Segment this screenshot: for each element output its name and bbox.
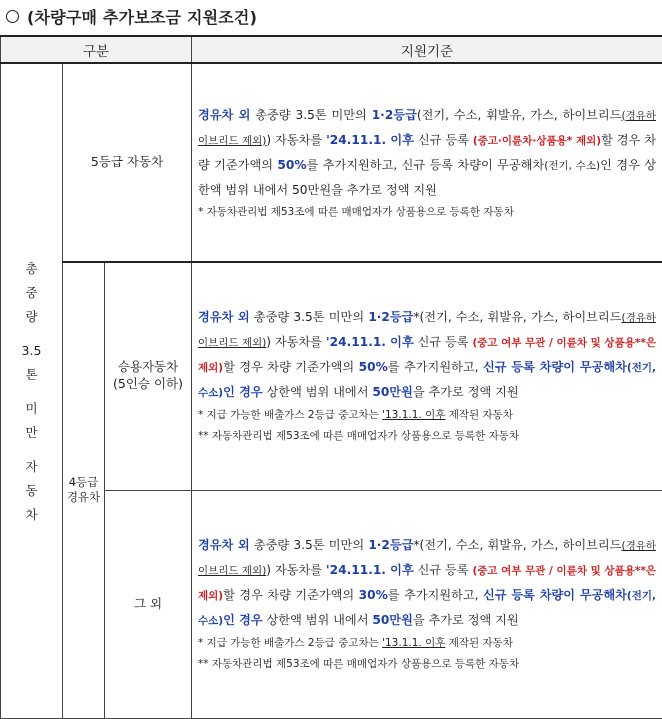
row1-note: * 자동차관리법 제53조에 따른 매매업자가 상품용으로 등록한 자동차 — [198, 202, 656, 223]
row2-content — [192, 262, 662, 490]
text-segment: 인 경우 — [223, 613, 263, 627]
text-segment: 을 추가로 정액 지원 — [413, 613, 519, 627]
row2-label-line1: 승용자동차 — [105, 359, 191, 376]
text-segment: (중고·이륜차·상품용* 제외) — [473, 135, 601, 147]
group-label-char: 만 — [25, 420, 37, 444]
group-label-char: 동 — [25, 478, 37, 502]
text-segment: 할 경우 차량 기준가액의 — [198, 133, 656, 172]
text-segment: '13.1.1. 이후 — [382, 637, 445, 649]
text-segment: *(전기, 수소, 휘발유, 가스, 하이브리드 — [413, 310, 621, 324]
text-segment: 50% — [277, 158, 306, 172]
text-segment: 할 경우 차량 기준가액의 — [223, 360, 359, 374]
text-segment: 총중량 3.5톤 미만의 — [250, 310, 369, 324]
text-segment: 신규 등록 — [414, 563, 473, 577]
row2-label — [105, 262, 192, 490]
row2-label-line2: (5인승 이하) — [105, 376, 191, 393]
text-segment: 경유차 외 — [198, 538, 250, 552]
text-segment: 50만원 — [372, 385, 413, 399]
text-segment: (전기, 수소) — [544, 160, 600, 172]
text-segment: 신규 등록 차량이 무공해차 — [483, 360, 627, 374]
row3-note1 — [198, 633, 656, 654]
text-segment: (경유하이브리드 제외) — [198, 540, 656, 577]
text-segment: 를 추가지원하고, 신규 등록 차량이 무공해차 — [307, 158, 545, 172]
group-label-cell — [1, 63, 63, 718]
text-segment: (중고 여부 무관 / 이륜차 및 상품용**은 제외) — [198, 565, 656, 602]
text-segment: 30% — [359, 588, 388, 602]
text-segment: *(전기, 수소, 휘발유, 가스, 하이브리드 — [413, 538, 621, 552]
text-segment: 신규 등록 — [414, 335, 473, 349]
text-segment: (경유하이브리드 제외) — [198, 110, 656, 147]
header-criteria: 지원기준 — [192, 36, 662, 63]
text-segment: 인 경우 — [223, 385, 263, 399]
circle-bullet-icon — [6, 10, 19, 23]
group-label-char: 톤 — [25, 362, 37, 386]
text-segment: 상한액 범위 내에서 — [263, 385, 373, 399]
table-header-row — [1, 36, 662, 63]
text-segment: ) 자동차를 — [266, 133, 326, 147]
text-segment: 경유차 외 — [198, 108, 250, 122]
text-segment: 총중량 3.5톤 미만의 — [250, 538, 369, 552]
text-segment: ) 자동차를 — [266, 563, 326, 577]
text-segment: 제작된 자동차 — [445, 409, 513, 421]
text-segment: 할 경우 차량 기준가액의 — [223, 588, 359, 602]
text-segment: 인 경우 상한액 범위 내에서 50만원을 추가로 정액 지원 — [198, 158, 656, 197]
text-segment: 경유차 외 — [198, 310, 250, 324]
text-segment: 제작된 자동차 — [445, 637, 513, 649]
text-segment: 를 추가지원하고, — [388, 588, 483, 602]
text-segment: 1·2등급 — [368, 310, 413, 324]
text-segment: 를 추가지원하고, — [388, 360, 483, 374]
text-segment: 총중량 3.5톤 미만의 — [250, 108, 371, 122]
text-segment: * 지급 가능한 배출가스 2등급 중고차는 — [198, 409, 382, 421]
row3-label: 그 외 — [105, 490, 192, 718]
text-segment: '24.11.1. 이후 — [326, 563, 414, 577]
text-segment: 50만원 — [372, 613, 413, 627]
text-segment: 50% — [359, 360, 388, 374]
table-row — [1, 63, 662, 262]
text-segment: 신규 등록 차량이 무공해차 — [483, 588, 627, 602]
group-label-char: 량 — [25, 304, 37, 328]
header-category: 구분 — [1, 36, 192, 63]
group-label-char: 자 — [25, 454, 37, 478]
group-label-char: 중 — [25, 280, 37, 304]
text-segment: * 지급 가능한 배출가스 2등급 중고차는 — [198, 637, 382, 649]
text-segment: '24.11.1. 이후 — [326, 133, 414, 147]
group-label-char: 3.5 — [22, 338, 42, 362]
text-segment: 상한액 범위 내에서 — [263, 613, 373, 627]
text-segment: 신규 등록 — [414, 133, 473, 147]
text-segment: '24.11.1. 이후 — [326, 335, 414, 349]
sub-group-label: 4등급 경유차 — [63, 262, 105, 718]
text-segment: (전기, 수소, 휘발유, 가스, 하이브리드 — [417, 108, 622, 122]
row2-note2: ** 자동차관리법 제53조에 따른 매매업자가 상품용으로 등록한 자동차 — [198, 426, 656, 447]
group-label-char: 차 — [25, 502, 37, 526]
section-title — [6, 2, 257, 30]
text-segment: ) 자동차를 — [266, 335, 326, 349]
text-segment: (전기, 수소) — [198, 362, 656, 399]
text-segment: (전기, 수소) — [198, 590, 656, 627]
text-segment: '13.1.1. 이후 — [382, 409, 445, 421]
row2-note1 — [198, 405, 656, 426]
group-label-char: 미 — [25, 396, 37, 420]
row1-content — [192, 63, 662, 262]
row1-label: 5등급 자동차 — [63, 63, 192, 262]
group-label-char: 총 — [25, 256, 37, 280]
group-label — [1, 256, 62, 526]
table-row — [1, 262, 662, 490]
section-title-text: (차량구매 추가보조금 지원조건) — [27, 5, 257, 28]
row3-note2: ** 자동차관리법 제53조에 따른 매매업자가 상품용으로 등록한 자동차 — [198, 654, 656, 675]
text-segment: (경유하이브리드 제외) — [198, 312, 656, 349]
subsidy-table — [0, 35, 662, 719]
row3-content — [192, 490, 662, 718]
text-segment: 1·2등급 — [372, 108, 417, 122]
text-segment: 을 추가로 정액 지원 — [413, 385, 519, 399]
text-segment: 1·2등급 — [368, 538, 413, 552]
text-segment: (중고 여부 무관 / 이륜차 및 상품용**은 제외) — [198, 337, 656, 374]
